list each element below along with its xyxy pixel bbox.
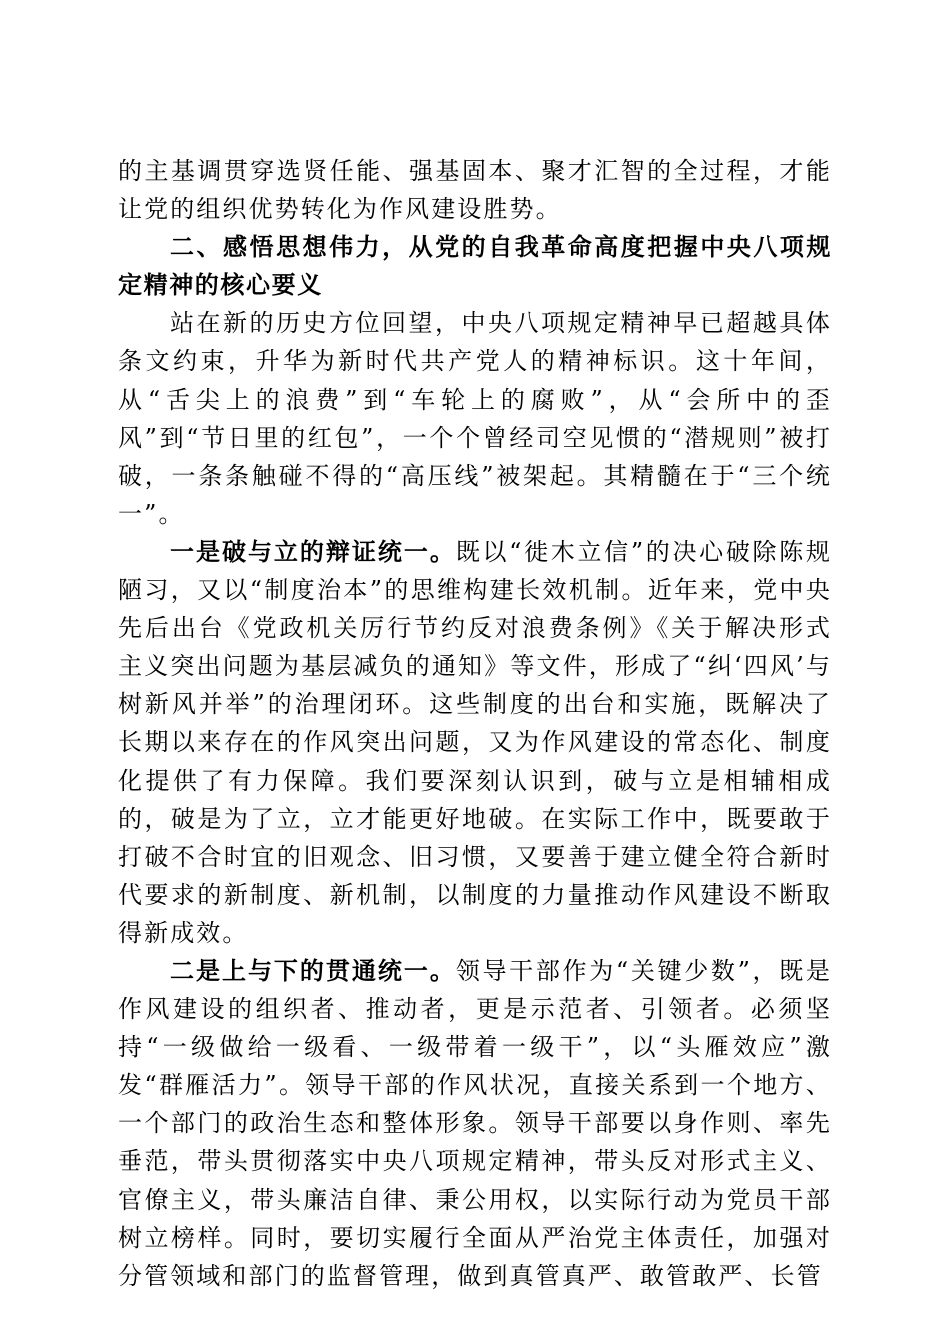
paragraph-intro bbox=[118, 304, 832, 533]
point-2-body: 领导干部作为“关键少数”，既是作风建设的组织者、推动者，更是示范者、引领者。必须坚持“一级做给一级看、一级带着一级干”，以“头雁效应”激发“群雁活力”。领导干部的作风状况，直接关系到一个地方、一个部门的政治生态和整体形象。领导干部要以身作则、率先垂范，带头贯彻落实中央八项规定精神，带头反对形式主义、官僚主义，带头廉洁自律、秉公用权，以实际行动为党员干部树立榜样。同时，要切实履行全面从严治党主体责任，加强对分管领域和部门的监督管理，做到真管真严、敢管敢严、长管 bbox=[118, 956, 832, 1290]
section-heading bbox=[118, 228, 832, 304]
document-body bbox=[118, 152, 832, 1295]
paragraph-point-1 bbox=[118, 533, 832, 952]
paragraph-text: 站在新的历史方位回望，中央八项规定精神早已超越具体条文约束，升华为新时代共产党人的精神标识。这十年间，从“舌尖上的浪费”到“车轮上的腐败”，从“会所中的歪风”到“节日里的红包”，一个个曾经司空见惯的“潜规则”被打破，一条条触碰不得的“高压线”被架起。其精髓在于“三个统一”。 bbox=[118, 309, 832, 528]
section-heading-text: 二、感悟思想伟力，从党的自我革命高度把握中央八项规定精神的核心要义 bbox=[118, 233, 832, 300]
point-1-body: 既以“徙木立信”的决心破除陈规陋习，又以“制度治本”的思维构建长效机制。近年来，党中央先后出台《党政机关厉行节约反对浪费条例》《关于解决形式主义突出问题为基层减负的通知》等文件，形成了“纠‘四风’与树新风并举”的治理闭环。这些制度的出台和实施，既解决了长期以来存在的作风突出问题，又为作风建设的常态化、制度化提供了有力保障。我们要深刻认识到，破与立是相辅相成的，破是为了立，立才能更好地破。在实际工作中，既要敢于打破不合时宜的旧观念、旧习惯，又要善于建立健全符合新时代要求的新制度、新机制，以制度的力量推动作风建设不断取得新成效。 bbox=[118, 537, 832, 947]
point-1-lead: 一是破与立的辩证统一。 bbox=[170, 537, 456, 566]
paragraph-point-2 bbox=[118, 952, 832, 1295]
paragraph-text: 的主基调贯穿选贤任能、强基固本、聚才汇智的全过程，才能让党的组织优势转化为作风建设胜势。 bbox=[118, 157, 832, 224]
point-2-lead: 二是上与下的贯通统一。 bbox=[170, 956, 456, 985]
paragraph-continuation bbox=[118, 152, 832, 228]
